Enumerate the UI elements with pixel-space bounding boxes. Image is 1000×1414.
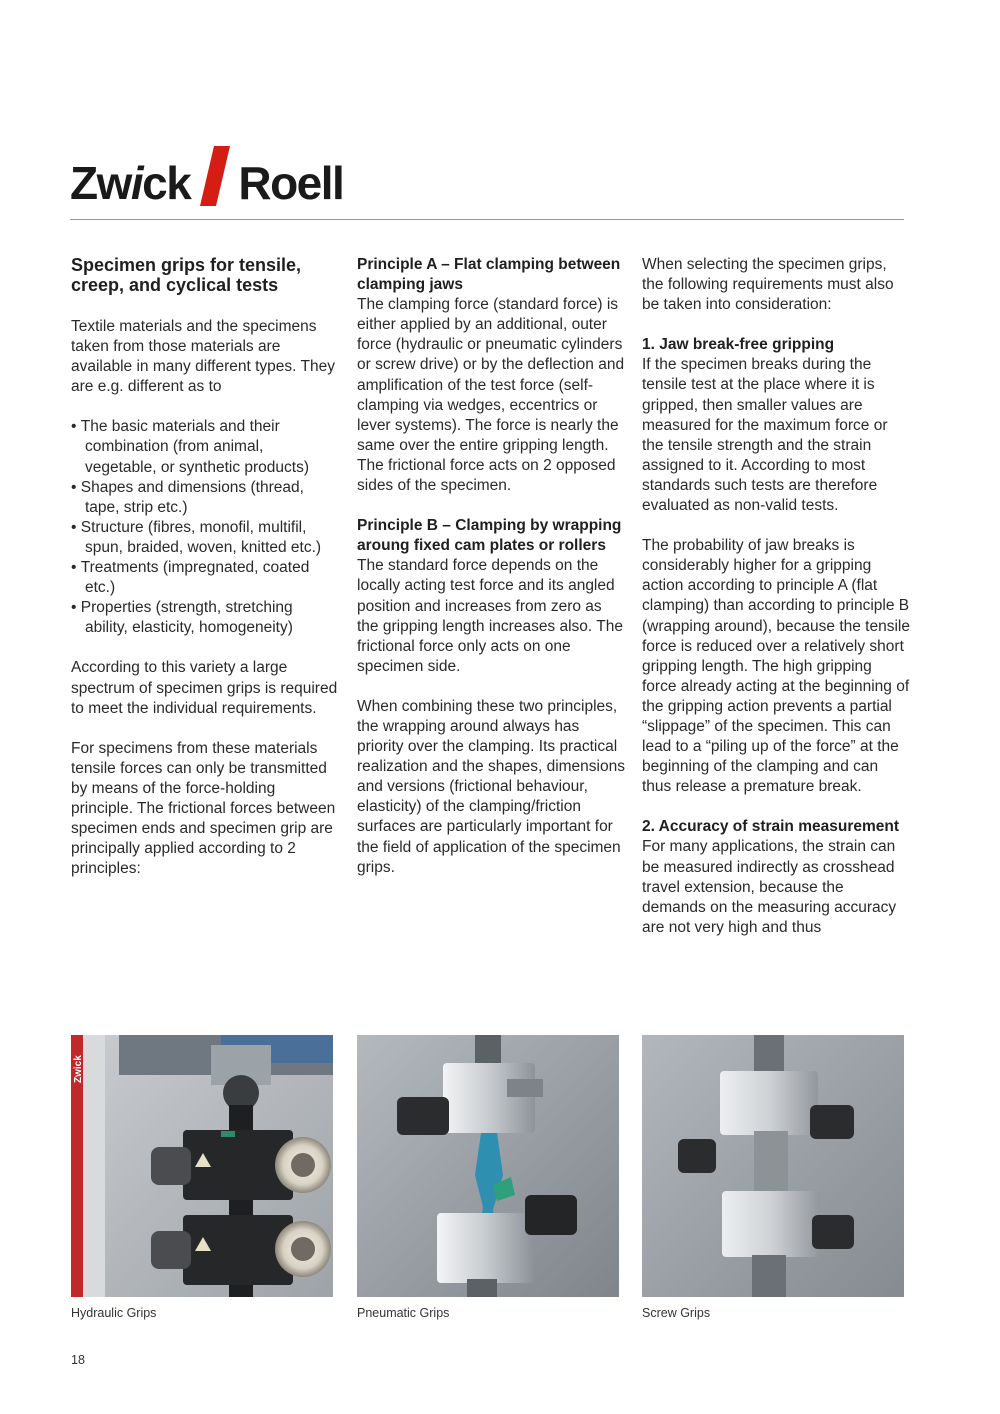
column-1 — [71, 255, 339, 899]
list-item: • Structure (fibres, monofil, multifil, spun, braided, woven, knitted etc.) — [71, 518, 339, 558]
paragraph: According to this variety a large spectrum of specimen grips is required to meet the individual requirements. — [71, 659, 338, 717]
hydraulic-grips-photo — [71, 1035, 333, 1297]
column-3 — [642, 255, 910, 958]
logo-text-roell: Roell — [238, 157, 344, 209]
list-item: • Treatments (impregnated, coated etc.) — [71, 558, 339, 598]
paragraph: The probability of jaw breaks is considerably higher for a gripping action according to principle A (flat clamping) than according to principle B (wrapping around), because the tensile force is reduced over a relatively short gripping length. The high gripping force already acting at the beginning of the gripping action prevents a partial “slippage” of the specimen. This can lead to a “piling up of the force” at the beginning of the clamping and can thus release a premature break. — [642, 537, 910, 796]
list-item: • Properties (strength, stretching ability, elasticity, homogeneity) — [71, 598, 339, 638]
paragraph: When selecting the specimen grips, the following requirements must also be taken into consideration: — [642, 256, 894, 314]
intro-paragraph: Textile materials and the specimens taken from those materials are available in many different types. They are e.g. different as to — [71, 318, 335, 396]
column-2 — [357, 255, 625, 898]
photo-caption: Pneumatic Grips — [357, 1306, 450, 1320]
list-item: • The basic materials and their combination (from animal, vegetable, or synthetic products) — [71, 417, 339, 477]
paragraph: When combining these two principles, the wrapping around always has priority over the clamping. Its practical realization and the shapes, dimensions and versions (frictional behaviour, elasticity) of the clamping/friction surfaces are particularly important for the field of application of the specimen grips. — [357, 697, 625, 876]
requirement-2-heading: 2. Accuracy of strain measurement — [642, 818, 900, 836]
svg-text:Zwick: Zwick — [73, 1055, 84, 1083]
principle-a-text: The clamping force (standard force) is either applied by an additional, outer force (hydraulic or pneumatic cylinders or screw drive) or by the deflection and amplification of the test force (self-clamping via wedges, eccentrics or lever systems). The force is nearly the same over the entire gripping length. The frictional force acts on 2 opposed sides of the specimen. — [357, 296, 625, 495]
list-item: • Shapes and dimensions (thread, tape, strip etc.) — [71, 478, 339, 518]
section-title: Specimen grips for tensile, creep, and cyclical tests — [71, 255, 302, 295]
photo-caption: Screw Grips — [642, 1306, 711, 1320]
requirement-2-text: For many applications, the strain can be measured indirectly as crosshead travel extension, because the demands on the measuring accuracy are not very high and thus — [642, 838, 897, 936]
brand-logo — [70, 140, 344, 209]
material-properties-list — [71, 417, 339, 638]
principle-b-text: The standard force depends on the locally acting test force and its angled position and increases from zero as the gripping length increases also. The frictional force only acts on one specimen side. — [357, 557, 623, 675]
paragraph: For specimens from these materials tensile forces can only be transmitted by means of the force-holding principle. The frictional forces between specimen ends and specimen grip are principally applied according to 2 principles: — [71, 739, 336, 878]
photo-caption: Hydraulic Grips — [71, 1306, 157, 1320]
page-number: 18 — [71, 1353, 85, 1367]
header-divider — [70, 219, 904, 220]
principle-b-heading: Principle B – Clamping by wrapping aroung fixed cam plates or rollers — [357, 517, 622, 555]
pneumatic-grips-photo — [357, 1035, 619, 1297]
principle-a-heading: Principle A – Flat clamping between clamping jaws — [357, 256, 621, 294]
logo-text-zwick: Zwick — [70, 157, 191, 209]
requirement-1-heading: 1. Jaw break-free gripping — [642, 336, 835, 354]
requirement-1-text: If the specimen breaks during the tensile test at the place where it is gripped, then smaller values are measured for the maximum force or the tensile strength and the strain assigned to it. According to most standards such tests are therefore evaluated as non-valid tests. — [642, 356, 888, 515]
screw-grips-photo — [642, 1035, 904, 1297]
logo-slash-icon — [200, 146, 230, 206]
